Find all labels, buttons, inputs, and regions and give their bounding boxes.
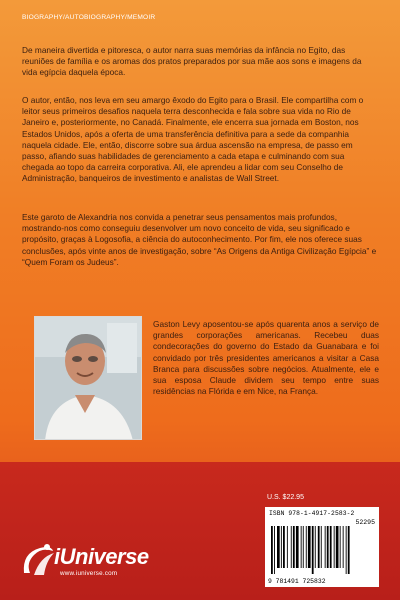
barcode-bar: [346, 526, 347, 574]
barcode-bar: [340, 526, 341, 568]
barcode-bar: [277, 526, 280, 568]
barcode-bar: [336, 526, 339, 568]
publisher-url: www.iuniverse.com: [60, 570, 118, 577]
barcode-bar: [312, 526, 314, 574]
barcode-bar: [315, 526, 316, 568]
category-label: BIOGRAPHY/AUTOBIOGRAPHY/MEMOIR: [22, 14, 156, 21]
barcode-bar: [301, 526, 302, 568]
barcode-bar: [308, 526, 311, 568]
barcode-bar: [271, 526, 273, 574]
barcode-image: [269, 526, 375, 574]
author-bio: Gaston Levy aposentou-se após quarenta anos a serviço de grandes corporações americanas. Recebeu duas condecorações do governo do Estado da Guanabara e foi convidado por três presidentes americanos a visitar a Casa Branca para discussões sobre negócios. Atualmente, ele e sua esposa Claude dividem seu tempo entre suas residências na Flórida e em Nice, na França.: [153, 319, 379, 397]
barcode-bar: [283, 526, 285, 568]
barcode-digits: 9 781491 725832: [268, 578, 326, 585]
iuniverse-swoosh-icon: [20, 543, 56, 579]
price-label: U.S. $22.95: [267, 494, 304, 501]
barcode-bar: [327, 526, 329, 568]
description-paragraph-1: De maneira divertida e pitoresca, o autor narra suas memórias da infância no Egito, das reuniões de família e os aromas dos pratos preparados por sua mãe aos sons e imagens da vida egípcia daquela época.: [22, 45, 362, 78]
barcode-bar: [296, 526, 299, 568]
barcode-box: [265, 507, 379, 587]
description-paragraph-2: O autor, então, nos leva em seu amargo êxodo do Egito para o Brasil. Ele compartilha com o leitor seus primeiros desafios naquela terra desconhecida e fala sobre sua vida no Rio de Janeiro e, posteriormente, no Canadá. Finalmente, ele encerra sua jornada em Boston, nos Estados Unidos, após a oferta de uma transferência definitiva para a sede da companhia naquela cidade. Ele, então, discorre sobre sua árdua ascensão na empresa, de passo em passo, afiando suas habilidades de gerenciamento a cada etapa e culminando com sua chegada ao topo da carreira corporativa. Ali, ele aprendeu a lidar com seu Conselho de Administração, banqueiros de investimento e analistas de Wall Street.: [22, 95, 364, 184]
barcode-bar: [281, 526, 282, 568]
barcode-bar: [318, 526, 320, 568]
barcode-bar: [287, 526, 288, 568]
price-code: 52295: [355, 519, 375, 526]
barcode-bar: [303, 526, 304, 568]
publisher-name: iUniverse: [54, 544, 149, 569]
author-portrait-image: [35, 317, 142, 440]
barcode-bar: [274, 526, 275, 574]
barcode-bar: [330, 526, 332, 568]
author-photo: [34, 316, 142, 440]
barcode-bar: [343, 526, 344, 568]
barcode-bar: [306, 526, 307, 568]
barcode-bar: [293, 526, 295, 568]
barcode-bar: [325, 526, 326, 568]
description-paragraph-3: Este garoto de Alexandria nos convida a penetrar seus pensamentos mais profundos, mostrando-nos como conseguiu desenvolver um novo conceito de vida, seu significado e propósito, graças à Logosofia, a ciência do autoconhecimento. Por fim, ele nos oferece suas conclusões, após vinte anos de investigação, sobre “As Origens da Antiga Civilização Egípcia” e “Quem Foram os Judeus”.: [22, 212, 377, 267]
barcode-bar: [291, 526, 292, 568]
barcode-bar: [321, 526, 322, 568]
barcode-bar: [334, 526, 335, 568]
publisher-logo: [20, 541, 168, 583]
isbn-label: ISBN 978-1-4917-2583-2: [269, 510, 355, 517]
barcode-bar: [348, 526, 350, 574]
